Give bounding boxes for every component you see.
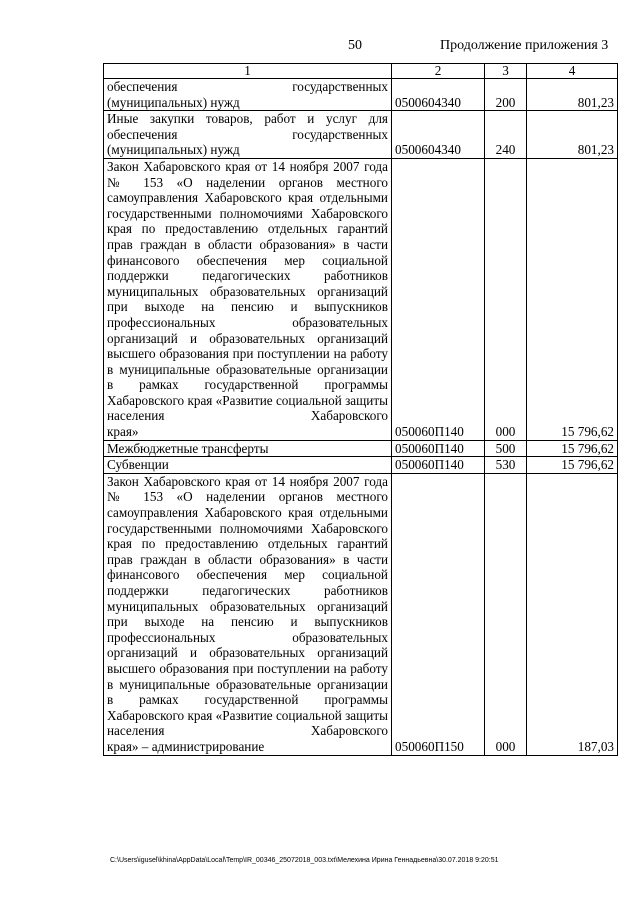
description-text: Закон Хабаровского края от 14 ноября 2007 года № 153 «О наделении органов местного самоуправления Хабаровского края отдельными государственными полномочиями Хабаровского края по предоставлению отдельных гарантий прав граждан в области образования» в части финансового обеспечения мер социальной поддержки педагогических работников муниципальных образовательных организаций при выходе на пенсию и выпускников профессиональных образовательных организаций и образовательных организаций высшего образования при поступлении на работу в муниципальные образовательные организации в рамках государственной программы Хабаровского края «Развитие социальной защиты населения Хабаровского bbox=[107, 158, 388, 424]
continuation-title: Продолжение приложения 3 bbox=[440, 38, 609, 53]
table-row bbox=[104, 158, 618, 440]
row-code: 0500604340 bbox=[392, 79, 485, 111]
description-last-line: (муниципальных) нужд bbox=[107, 142, 240, 158]
row-type: 240 bbox=[485, 111, 527, 159]
row-description bbox=[104, 473, 392, 755]
row-amount: 187,03 bbox=[527, 473, 618, 755]
description-last-line: края» – администрирование bbox=[107, 738, 265, 754]
description-last-line: (муниципальных) нужд bbox=[107, 94, 240, 110]
column-header: 2 bbox=[392, 64, 485, 79]
table-row bbox=[104, 79, 618, 111]
column-header: 3 bbox=[485, 64, 527, 79]
row-type: 000 bbox=[485, 158, 527, 440]
row-amount: 15 796,62 bbox=[527, 457, 618, 474]
row-code: 050060П150 bbox=[392, 473, 485, 755]
table-header-row bbox=[104, 64, 618, 79]
row-code: 050060П140 bbox=[392, 457, 485, 474]
row-amount: 15 796,62 bbox=[527, 158, 618, 440]
table-row bbox=[104, 440, 618, 457]
description-text: Иные закупки товаров, работ и услуг для обеспечения государственных bbox=[107, 111, 388, 142]
description-text: обеспечения государственных bbox=[107, 79, 388, 94]
row-code: 050060П140 bbox=[392, 158, 485, 440]
row-description bbox=[104, 79, 392, 111]
appendix-table bbox=[103, 63, 618, 756]
row-description: Субвенции bbox=[104, 457, 392, 474]
page-number: 50 bbox=[348, 38, 362, 53]
row-amount: 801,23 bbox=[527, 111, 618, 159]
description-text: Закон Хабаровского края от 14 ноября 2007 года № 153 «О наделении органов местного самоуправления Хабаровского края отдельными государственными полномочиями Хабаровского края по предоставлению отдельных гарантий прав граждан в области образования» в части финансового обеспечения мер социальной поддержки педагогических работников муниципальных образовательных организаций при выходе на пенсию и выпускников профессиональных образовательных организаций и образовательных организаций высшего образования при поступлении на работу в муниципальные образовательные организации в рамках государственной программы Хабаровского края «Развитие социальной защиты населения Хабаровского bbox=[107, 473, 388, 739]
row-amount: 15 796,62 bbox=[527, 440, 618, 457]
table-row bbox=[104, 457, 618, 474]
row-code: 050060П140 bbox=[392, 440, 485, 457]
row-type: 530 bbox=[485, 457, 527, 474]
row-type: 500 bbox=[485, 440, 527, 457]
row-type: 200 bbox=[485, 79, 527, 111]
column-header: 1 bbox=[104, 64, 392, 79]
row-amount: 801,23 bbox=[527, 79, 618, 111]
column-header: 4 bbox=[527, 64, 618, 79]
description-last-line: края» bbox=[107, 424, 139, 440]
row-description bbox=[104, 111, 392, 159]
row-description: Межбюджетные трансферты bbox=[104, 440, 392, 457]
footer-file-path: C:\Users\igusel\khina\AppData\Local\Temp\IR_00346_25072018_003.txt\Мелехина Ирина Геннадьевна\30.07.2018 9:20:51 bbox=[110, 857, 499, 864]
row-type: 000 bbox=[485, 473, 527, 755]
table-row bbox=[104, 473, 618, 755]
row-description bbox=[104, 158, 392, 440]
row-code: 0500604340 bbox=[392, 111, 485, 159]
table-row bbox=[104, 111, 618, 159]
